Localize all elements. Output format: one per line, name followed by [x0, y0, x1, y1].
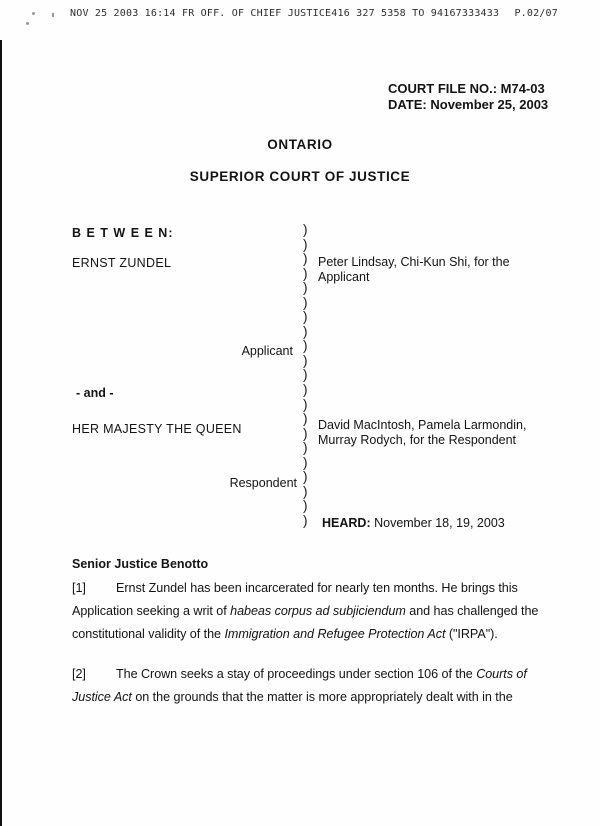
scan-edge-line: [0, 40, 2, 826]
between-label: B E T W E E N:: [72, 226, 174, 240]
court-file-number: COURT FILE NO.: M74-03: [388, 81, 545, 96]
respondent-role-label: Respondent: [229, 476, 297, 490]
judge-name: Senior Justice Benotto: [72, 557, 209, 571]
scan-noise-dot: [32, 12, 35, 15]
fax-page-number: P.02/07: [514, 8, 558, 19]
applicant-name: ERNST ZUNDEL: [72, 256, 172, 270]
scan-noise-dot: [52, 13, 54, 17]
court-name-heading: SUPERIOR COURT OF JUSTICE: [189, 169, 411, 184]
file-info-block: [388, 81, 548, 113]
respondent-name: HER MAJESTY THE QUEEN: [72, 422, 242, 436]
heard-line: [322, 516, 505, 530]
fax-header-line: NOV 25 2003 16:14 FR OFF. OF CHIEF JUSTICE416 327 5358 TO 94167333433: [70, 8, 500, 19]
judgment-paragraph-1: [1] Ernst Zundel has been incarcerated for nearly ten months. He brings this Application seeking a writ of habeas corpus ad subjiciendum and has challenged the constitutional validity of the Immigration and Refugee Protection Act ("IRPA").: [72, 581, 539, 641]
respondent-counsel-line-1: David MacIntosh, Pamela Larmondin,: [318, 418, 527, 432]
and-separator: - and -: [76, 386, 114, 400]
style-of-cause-block: [72, 222, 562, 538]
judgment-paragraph-2: [2] The Crown seeks a stay of proceedings under section 106 of the Courts of Justice Act on the grounds that the matter is more appropriately dealt with in the: [72, 667, 527, 704]
applicant-counsel-line-2: Applicant: [318, 270, 370, 284]
bracket-column: ) ) ) ) ) ) ) ) ) ) ) ) ) ) ) ) ) ) ) ) ): [303, 222, 308, 528]
scan-noise-dot: [26, 22, 29, 25]
applicant-counsel-line-1: Peter Lindsay, Chi-Kun Shi, for the: [318, 255, 510, 269]
heard-label: HEARD:: [322, 516, 371, 530]
respondent-counsel-line-2: Murray Rodych, for the Respondent: [318, 433, 517, 447]
fax-transmission-header: [70, 8, 558, 19]
document-date: DATE: November 25, 2003: [388, 97, 549, 112]
applicant-role-label: Applicant: [241, 344, 293, 358]
court-province-heading: ONTARIO: [267, 137, 333, 152]
heard-value: November 18, 19, 2003: [374, 516, 505, 530]
